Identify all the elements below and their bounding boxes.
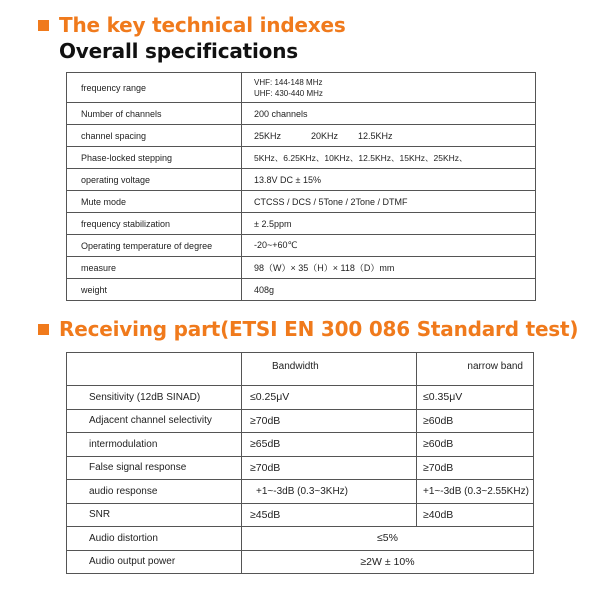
spec-label: channel spacing: [67, 125, 242, 147]
spec-value: CTCSS / DCS / 5Tone / 2Tone / DTMF: [242, 191, 536, 213]
receiving-section-title: Receiving part(ETSI EN 300 086 Standard test): [59, 317, 579, 341]
row-label: False signal response: [67, 456, 242, 480]
column-header-narrow-band: narrow band: [417, 353, 534, 386]
spec-value: 98（W）× 35（H）× 118（D）mm: [242, 257, 536, 279]
spec-value: [242, 73, 536, 103]
column-header-bandwidth: Bandwidth: [242, 353, 417, 386]
table-row: [67, 257, 536, 279]
table-row: [67, 73, 536, 103]
spec-label: frequency range: [67, 73, 242, 103]
wide-value: ≥65dB: [242, 433, 417, 457]
table-row: [67, 103, 536, 125]
spec-label: Mute mode: [67, 191, 242, 213]
narrow-value: ≥60dB: [417, 409, 534, 433]
spec-value: 408g: [242, 279, 536, 301]
narrow-value: ≥70dB: [417, 456, 534, 480]
table-row: [67, 386, 534, 410]
wide-value: ≥70dB: [242, 456, 417, 480]
table-row: [67, 147, 536, 169]
table-row: [67, 279, 536, 301]
narrow-value: ≤0.35μV: [417, 386, 534, 410]
wide-value: ≥45dB: [242, 503, 417, 527]
table-row: [67, 433, 534, 457]
table-row: [67, 456, 534, 480]
row-label: Adjacent channel selectivity: [67, 409, 242, 433]
overall-specifications-table: [66, 72, 536, 301]
merged-value: ≥2W ± 10%: [242, 550, 534, 574]
narrow-value: ≥60dB: [417, 433, 534, 457]
spec-label: Operating temperature of degree: [67, 235, 242, 257]
row-label: audio response: [67, 480, 242, 504]
table-row: [67, 550, 534, 574]
section-bullet-icon: [38, 324, 49, 335]
row-label: intermodulation: [67, 433, 242, 457]
table-row: [67, 169, 536, 191]
frequency-vhf: VHF: 144-148 MHz: [254, 77, 323, 87]
table-row: [67, 191, 536, 213]
spec-value: -20~+60℃: [242, 235, 536, 257]
table-row: [67, 125, 536, 147]
narrow-value: ≥40dB: [417, 503, 534, 527]
section-subtitle: Overall specifications: [59, 39, 298, 63]
spec-label: Number of channels: [67, 103, 242, 125]
table-row: [67, 235, 536, 257]
row-label: Sensitivity (12dB SINAD): [67, 386, 242, 410]
merged-value: ≤5%: [242, 527, 534, 551]
spec-label: frequency stabilization: [67, 213, 242, 235]
section-bullet-icon: [38, 20, 49, 31]
wide-value: +1~-3dB (0.3~3KHz): [242, 480, 417, 504]
wide-value: ≤0.25μV: [242, 386, 417, 410]
spec-value: 13.8V DC ± 15%: [242, 169, 536, 191]
spec-value: 25KHz 20KHz 12.5KHz: [242, 125, 536, 147]
table-row: [67, 213, 536, 235]
table-row: [67, 480, 534, 504]
row-label: SNR: [67, 503, 242, 527]
table-header-row: [67, 353, 534, 386]
spec-value: ± 2.5ppm: [242, 213, 536, 235]
table-row: [67, 503, 534, 527]
frequency-uhf: UHF: 430-440 MHz: [254, 88, 323, 98]
spec-label: operating voltage: [67, 169, 242, 191]
page-title: The key technical indexes: [59, 13, 346, 37]
table-row: [67, 527, 534, 551]
wide-value: ≥70dB: [242, 409, 417, 433]
spec-value: 200 channels: [242, 103, 536, 125]
row-label: Audio distortion: [67, 527, 242, 551]
receiving-part-table: [66, 352, 534, 574]
narrow-value: +1~-3dB (0.3~2.55KHz): [417, 480, 534, 504]
header-empty-cell: [67, 353, 242, 386]
spec-label: measure: [67, 257, 242, 279]
spec-label: Phase-locked stepping: [67, 147, 242, 169]
row-label: Audio output power: [67, 550, 242, 574]
table-row: [67, 409, 534, 433]
spec-value: 5KHz、6.25KHz、10KHz、12.5KHz、15KHz、25KHz、: [242, 147, 536, 169]
spec-label: weight: [67, 279, 242, 301]
